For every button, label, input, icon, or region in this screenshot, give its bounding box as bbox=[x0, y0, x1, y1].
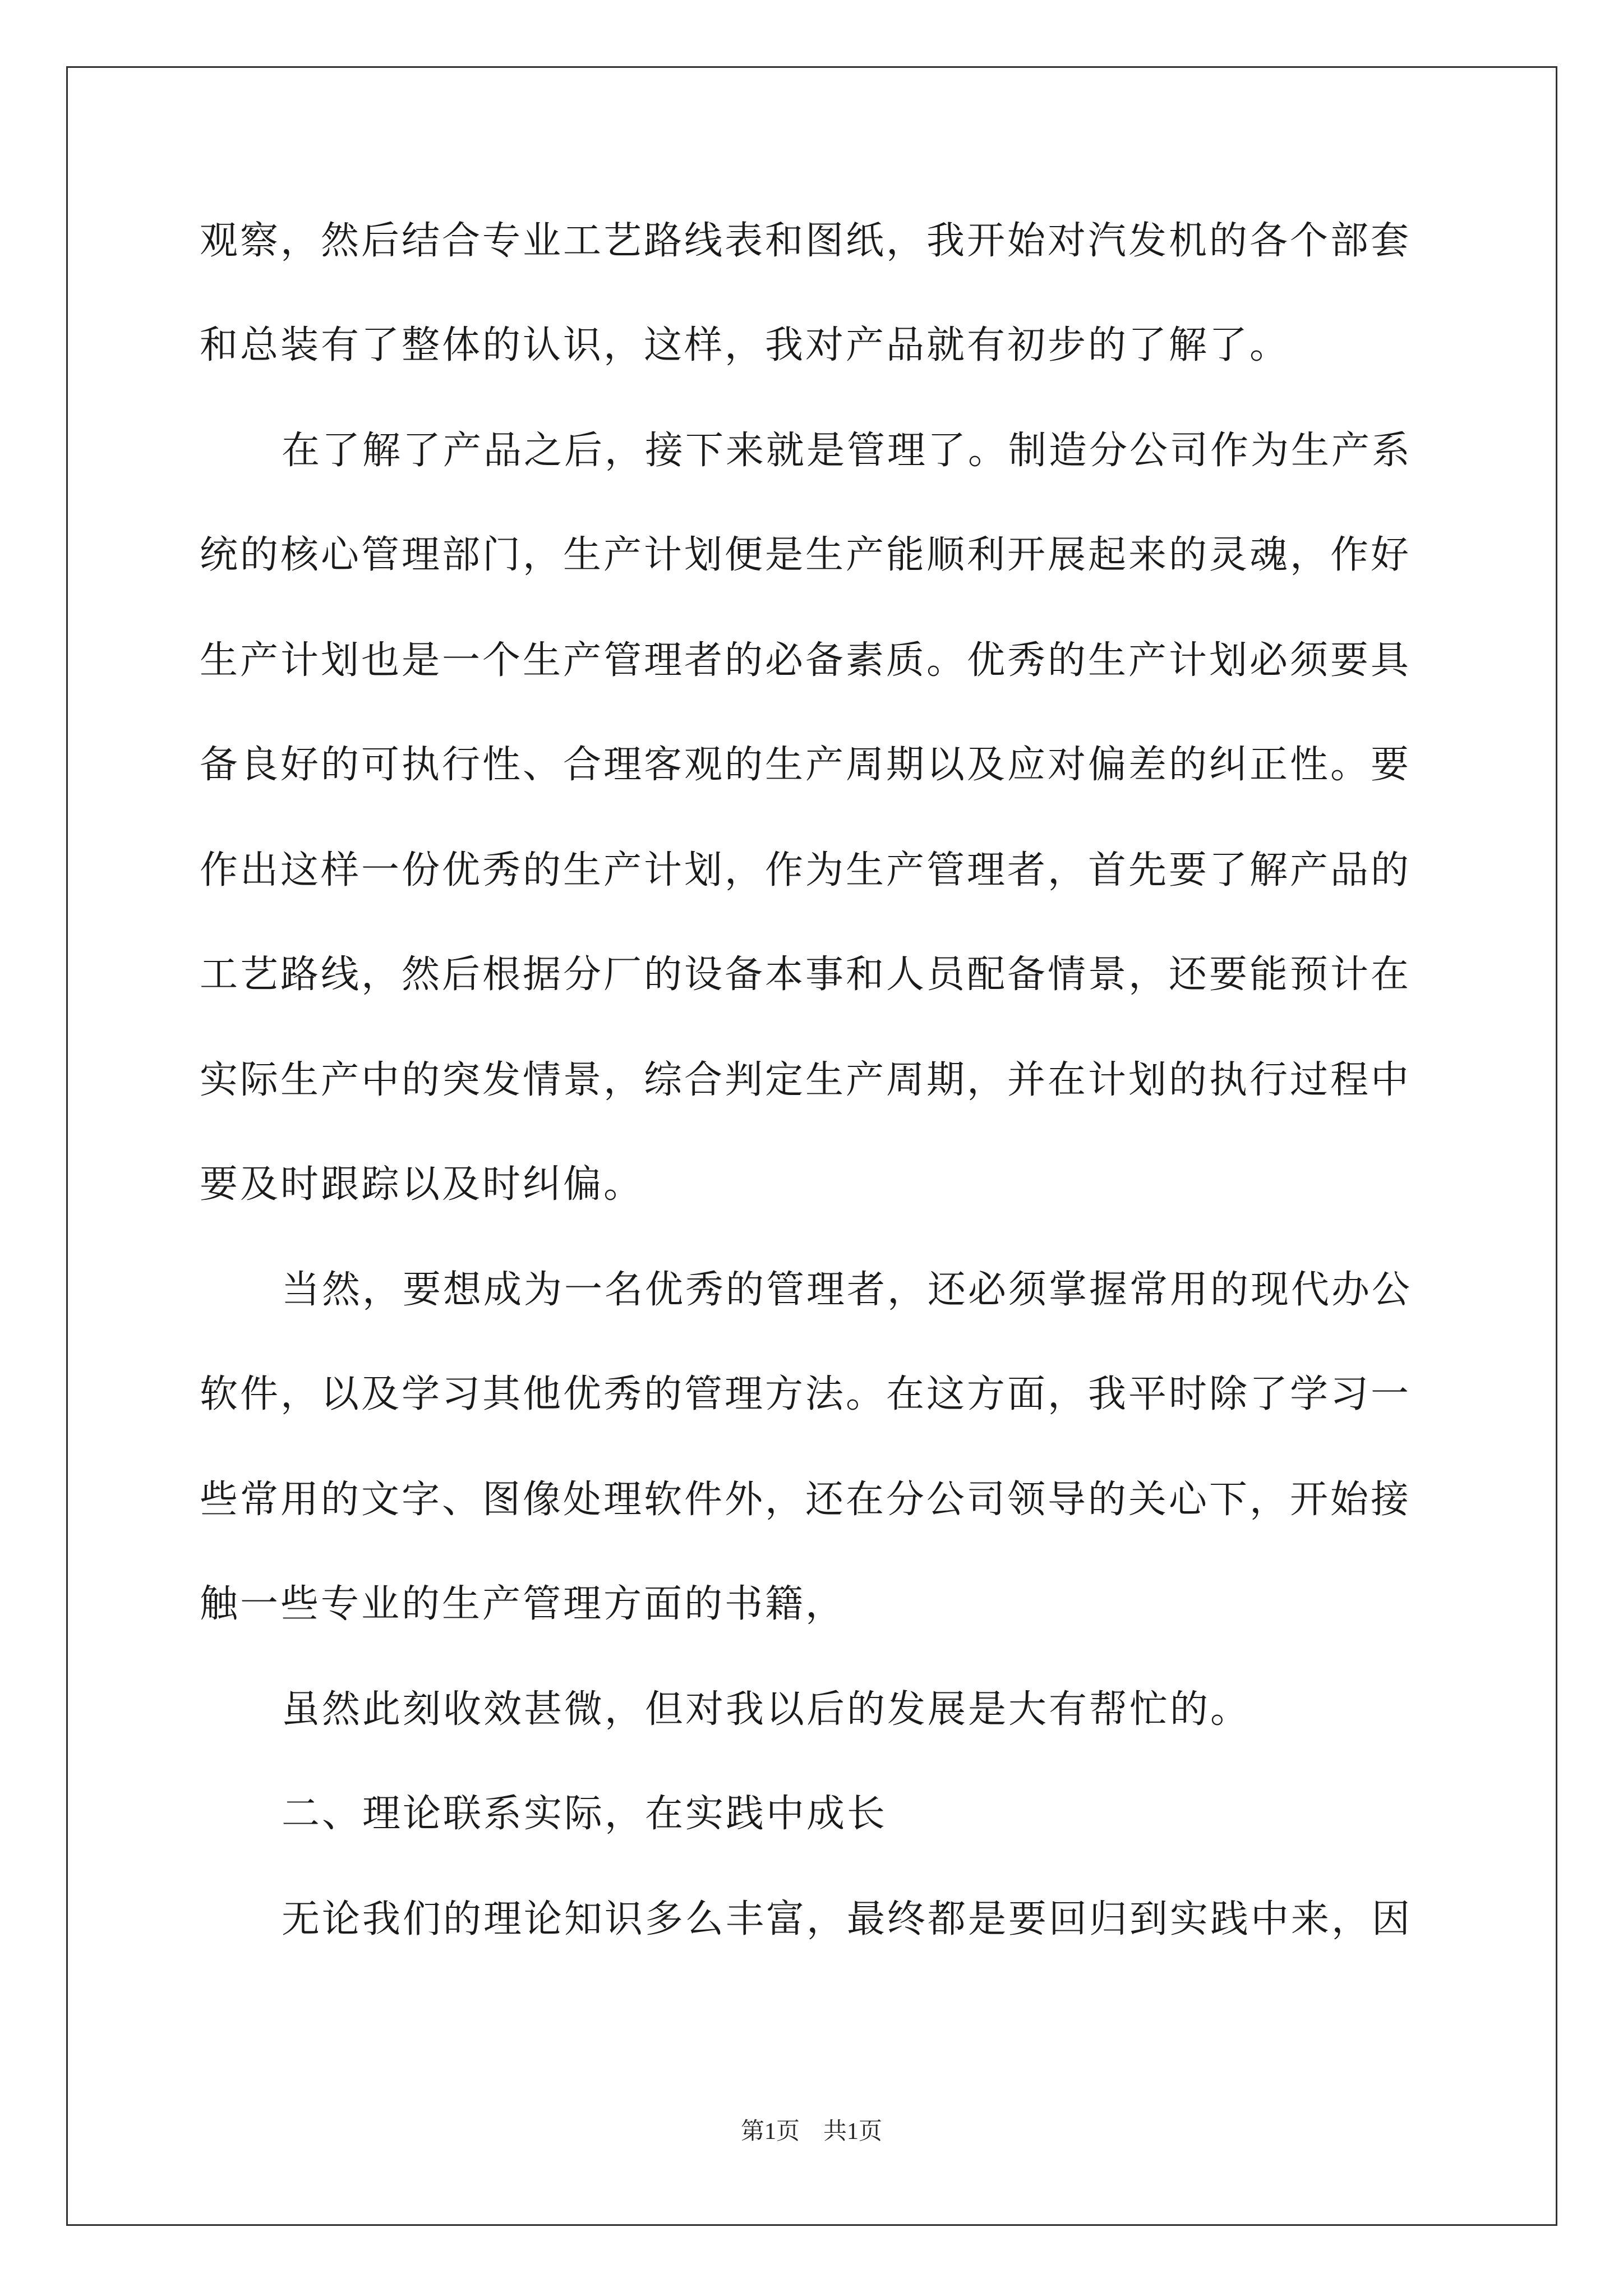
text-line: 软件，以及学习其他优秀的管理方法。在这方面，我平时除了学习一 bbox=[200, 1372, 1412, 1416]
text-line: 要及时跟踪以及时纠偏。 bbox=[200, 1162, 644, 1207]
text-line: 触一些专业的生产管理方面的书籍， bbox=[200, 1582, 846, 1626]
text-line: 实际生产中的突发情景，综合判定生产周期，并在计划的执行过程中 bbox=[200, 1058, 1412, 1102]
text-line: 工艺路线，然后根据分厂的设备本事和人员配备情景，还要能预计在 bbox=[200, 953, 1412, 997]
text-line: 备良好的可执行性、合理客观的生产周期以及应对偏差的纠正性。要 bbox=[200, 743, 1412, 787]
text-line: 观察，然后结合专业工艺路线表和图纸，我开始对汽发机的各个部套 bbox=[200, 219, 1412, 263]
paragraph-start-line: 无论我们的理论知识多么丰富，最终都是要回归到实践中来，因 bbox=[282, 1897, 1413, 1941]
section-heading: 二、理论联系实际，在实践中成长 bbox=[282, 1792, 888, 1836]
text-line: 些常用的文字、图像处理软件外，还在分公司领导的关心下，开始接 bbox=[200, 1478, 1412, 1522]
text-line: 生产计划也是一个生产管理者的必备素质。优秀的生产计划必须要具 bbox=[200, 638, 1412, 683]
paragraph-start-line: 在了解了产品之后，接下来就是管理了。制造分公司作为生产系 bbox=[282, 429, 1413, 473]
text-line: 和总装有了整体的认识，这样，我对产品就有初步的了解了。 bbox=[200, 323, 1290, 367]
paragraph-start-line: 虽然此刻收效甚微，但对我以后的发展是大有帮忙的。 bbox=[282, 1687, 1251, 1732]
text-line: 作出这样一份优秀的生产计划，作为生产管理者，首先要了解产品的 bbox=[200, 848, 1412, 892]
text-line: 统的核心管理部门，生产计划便是生产能顺利开展起来的灵魂，作好 bbox=[200, 533, 1412, 577]
page-number-footer: 第1页 共1页 bbox=[740, 2119, 882, 2145]
paragraph-start-line: 当然，要想成为一名优秀的管理者，还必须掌握常用的现代办公 bbox=[282, 1268, 1413, 1312]
